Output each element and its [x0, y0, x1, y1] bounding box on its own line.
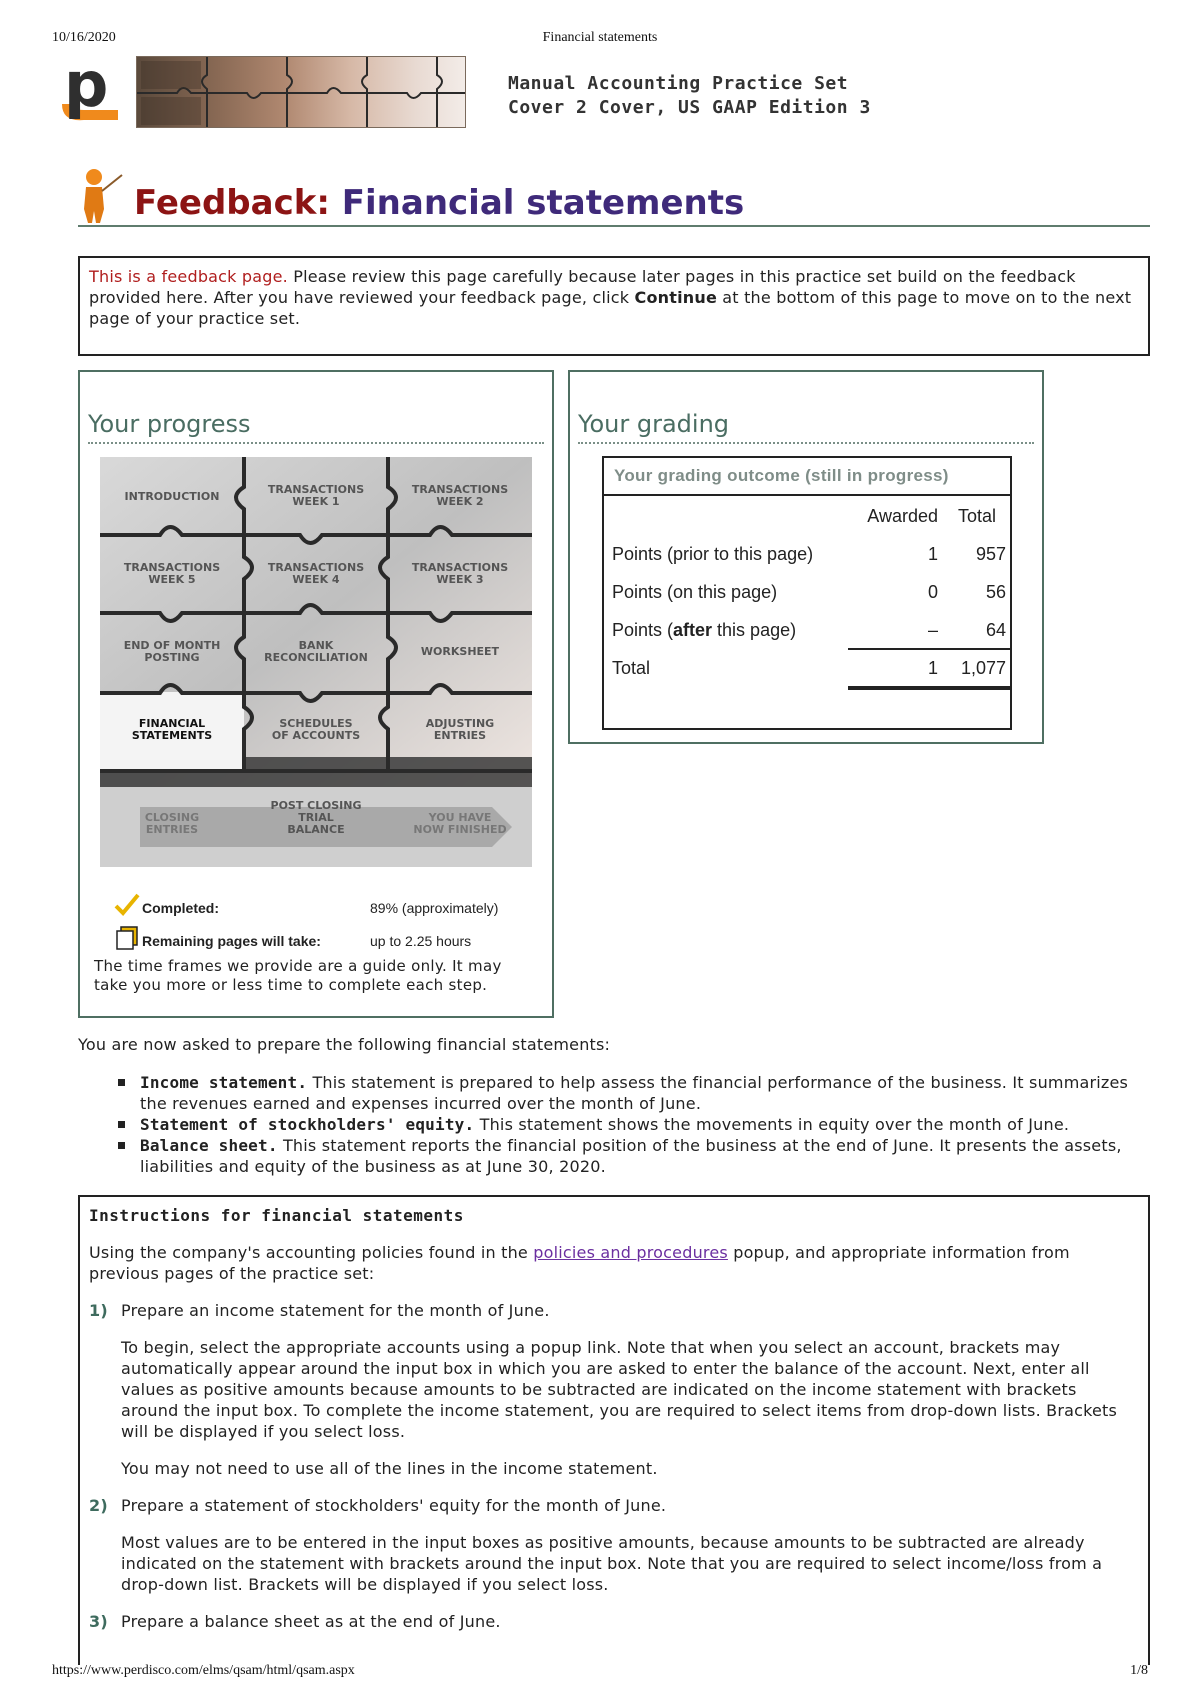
feedback-lead: This is a feedback page. [89, 267, 288, 286]
instructions-box [78, 1195, 1150, 1665]
puzzle-label-financial-statements: FINANCIAL STATEMENTS [131, 717, 213, 742]
row-awarded: 1 [927, 658, 938, 678]
instruction-step-3 [89, 1611, 1139, 1632]
row-total: 1,077 [960, 658, 1006, 678]
row-label [612, 620, 796, 641]
page-title [134, 183, 744, 223]
instructions-title: Instructions for financial statements [89, 1206, 464, 1225]
product-name: Manual Accounting Practice Set [508, 73, 849, 94]
remaining-value: up to 2.25 hours [370, 933, 472, 949]
bullet-title: Balance sheet. [140, 1136, 278, 1155]
instructions-intro-pre: Using the company's accounting policies found in the [89, 1243, 534, 1262]
progress-title: Your progress [88, 410, 544, 444]
step-text: Prepare an income statement for the month of June. [121, 1301, 550, 1320]
step-detail: You may not need to use all of the lines in the income statement. [121, 1459, 658, 1478]
total-rule [848, 648, 1010, 650]
puzzle-label-week1: TRANSACTIONS WEEK 1 [267, 483, 365, 508]
completed-label: Completed: [142, 900, 219, 916]
puzzle-label-bank-rec: BANK RECONCILIATION [264, 639, 368, 664]
puzzle-label-closing: CLOSING ENTRIES [144, 811, 200, 836]
progress-stats [114, 892, 534, 958]
step-number: 3) [89, 1612, 108, 1631]
print-page-number: 1/8 [1130, 1663, 1148, 1678]
print-title: Financial statements [542, 30, 658, 45]
banner [58, 52, 478, 132]
bullet-text: This statement reports the financial position of the business at the end of June. It presents the assets, liabilities and equity of the business as at June 30, 2020. [140, 1136, 1122, 1176]
puzzle-label-end-of-month: END OF MONTH POSTING [123, 639, 221, 664]
bullet-icon [118, 1142, 125, 1149]
grading-title: Your grading [578, 410, 1034, 444]
puzzle-label-week4: TRANSACTIONS WEEK 4 [267, 561, 365, 586]
bullet-icon [118, 1079, 125, 1086]
feedback-notice [78, 256, 1150, 356]
puzzle-label-finished: YOU HAVE NOW FINISHED [413, 811, 507, 836]
feedback-text-2: at the bottom of this page to move on to the next page of your practice set. [89, 288, 1132, 328]
bullet-title: Statement of stockholders' equity. [140, 1115, 475, 1134]
row-label: Points (prior to this page) [612, 544, 814, 564]
completed-row [114, 892, 534, 925]
grading-row-on-page [604, 572, 1010, 610]
list-item [118, 1135, 1148, 1177]
print-header [0, 30, 1200, 50]
bullet-title: Income statement. [140, 1073, 308, 1092]
grading-panel [568, 370, 1044, 744]
checkmark-icon [114, 892, 140, 918]
row-label: Points (on this page) [612, 582, 778, 602]
grading-row-total [604, 648, 1010, 686]
list-item [118, 1072, 1148, 1114]
list-item [118, 1114, 1148, 1135]
banner-text [508, 72, 871, 120]
col-total: Total [957, 506, 996, 526]
print-date: 10/16/2020 [52, 30, 116, 45]
puzzle-label-schedules: SCHEDULES OF ACCOUNTS [271, 717, 361, 742]
instructions-intro [89, 1242, 1139, 1284]
statements-list [118, 1072, 1148, 1177]
row-label-post: this page) [712, 620, 797, 640]
remaining-label: Remaining pages will take: [142, 933, 321, 949]
grading-outcome-header: Your grading outcome (still in progress) [604, 458, 1010, 496]
col-awarded: Awarded [867, 506, 938, 526]
feedback-text-1: Please review this page carefully because later pages in this practice set build on the feedback provided here. After you have reviewed your feedback page, click [89, 267, 1076, 307]
page-title-prefix: Feedback: [134, 183, 330, 223]
svg-text:p: p [64, 52, 109, 121]
product-edition: Cover 2 Cover, US GAAP Edition 3 [508, 97, 871, 118]
time-note: The time frames we provide are a guide only. It may take you more or less time to complete each step. [94, 957, 502, 994]
puzzle-label-week5: TRANSACTIONS WEEK 5 [123, 561, 221, 586]
row-label-bold: after [673, 620, 713, 640]
puzzle-pieces-graphic [137, 57, 466, 128]
row-label-pre: Points ( [612, 620, 674, 640]
puzzle-label-worksheet: WORKSHEET [420, 645, 500, 658]
row-awarded: 0 [927, 582, 938, 602]
row-awarded: 1 [927, 544, 938, 564]
puzzle-label-week3: TRANSACTIONS WEEK 3 [411, 561, 509, 586]
step-number: 1) [89, 1301, 108, 1320]
perdisco-logo-icon [58, 52, 136, 128]
row-awarded: – [927, 620, 938, 640]
row-label: Total [612, 658, 651, 678]
step-text: Prepare a statement of stockholders' equity for the month of June. [121, 1496, 667, 1515]
print-footer [0, 1663, 1200, 1683]
puzzle-banner-image [136, 56, 466, 128]
step-number: 2) [89, 1496, 108, 1515]
grading-row-prior [604, 534, 1010, 572]
remaining-row [114, 925, 534, 958]
puzzle-label-adjusting: ADJUSTING ENTRIES [425, 717, 495, 742]
grading-table [602, 456, 1012, 730]
presenter-figure-icon [78, 165, 128, 225]
progress-panel [78, 370, 554, 1018]
grading-row-after [604, 610, 1010, 648]
continue-keyword: Continue [634, 288, 718, 307]
completed-value: 89% (approximately) [370, 900, 499, 916]
row-total: 56 [985, 582, 1006, 602]
total-double-rule [848, 686, 1010, 690]
page-title-main: Financial statements [341, 183, 745, 223]
bullet-text: This statement shows the movements in equity over the month of June. [474, 1115, 1070, 1134]
row-total: 957 [975, 544, 1006, 564]
progress-puzzle [100, 457, 532, 867]
bullet-icon [118, 1121, 125, 1128]
step-detail: To begin, select the appropriate accounts using a popup link. Note that when you select an account, brackets may automatically appear around the input box in which you are asked to enter the balance of the account. Next, enter all values as positive amounts because amounts to be subtracted are indicated on the income statement with brackets around the input box. To complete the income statement, you are required to select items from drop-down lists. Brackets will be displayed if you select loss. [121, 1338, 1118, 1441]
print-url: https://www.perdisco.com/elms/qsam/html/qsam.aspx [52, 1663, 355, 1678]
instruction-step-2 [89, 1495, 1139, 1595]
step-detail: Most values are to be entered in the input boxes as positive amounts, because amounts to be subtracted are already indicated on the statement with brackets around the input box. Note that you are required to select income/loss from a drop-down list. Brackets will be displayed if you select loss. [121, 1533, 1103, 1594]
page-heading-bar [78, 165, 1150, 227]
row-total: 64 [985, 620, 1006, 640]
bullet-text: This statement is prepared to help assess the financial performance of the business. It summarizes the revenues earned and expenses incurred over the month of June. [140, 1073, 1129, 1113]
grading-column-headers [604, 496, 1010, 534]
step-text: Prepare a balance sheet as at the end of June. [121, 1612, 501, 1631]
statements-intro: You are now asked to prepare the following financial statements: [78, 1035, 611, 1054]
policies-procedures-link[interactable]: policies and procedures [533, 1243, 728, 1262]
puzzle-label-week2: TRANSACTIONS WEEK 2 [411, 483, 509, 508]
pages-icon [114, 925, 140, 951]
instruction-step-1 [89, 1300, 1139, 1479]
instructions-intro-post: popup, and appropriate information from previous pages of the practice set: [89, 1243, 1070, 1283]
puzzle-label-post-closing: POST CLOSING TRIAL BALANCE [270, 799, 362, 836]
puzzle-label-introduction: INTRODUCTION [124, 490, 220, 503]
